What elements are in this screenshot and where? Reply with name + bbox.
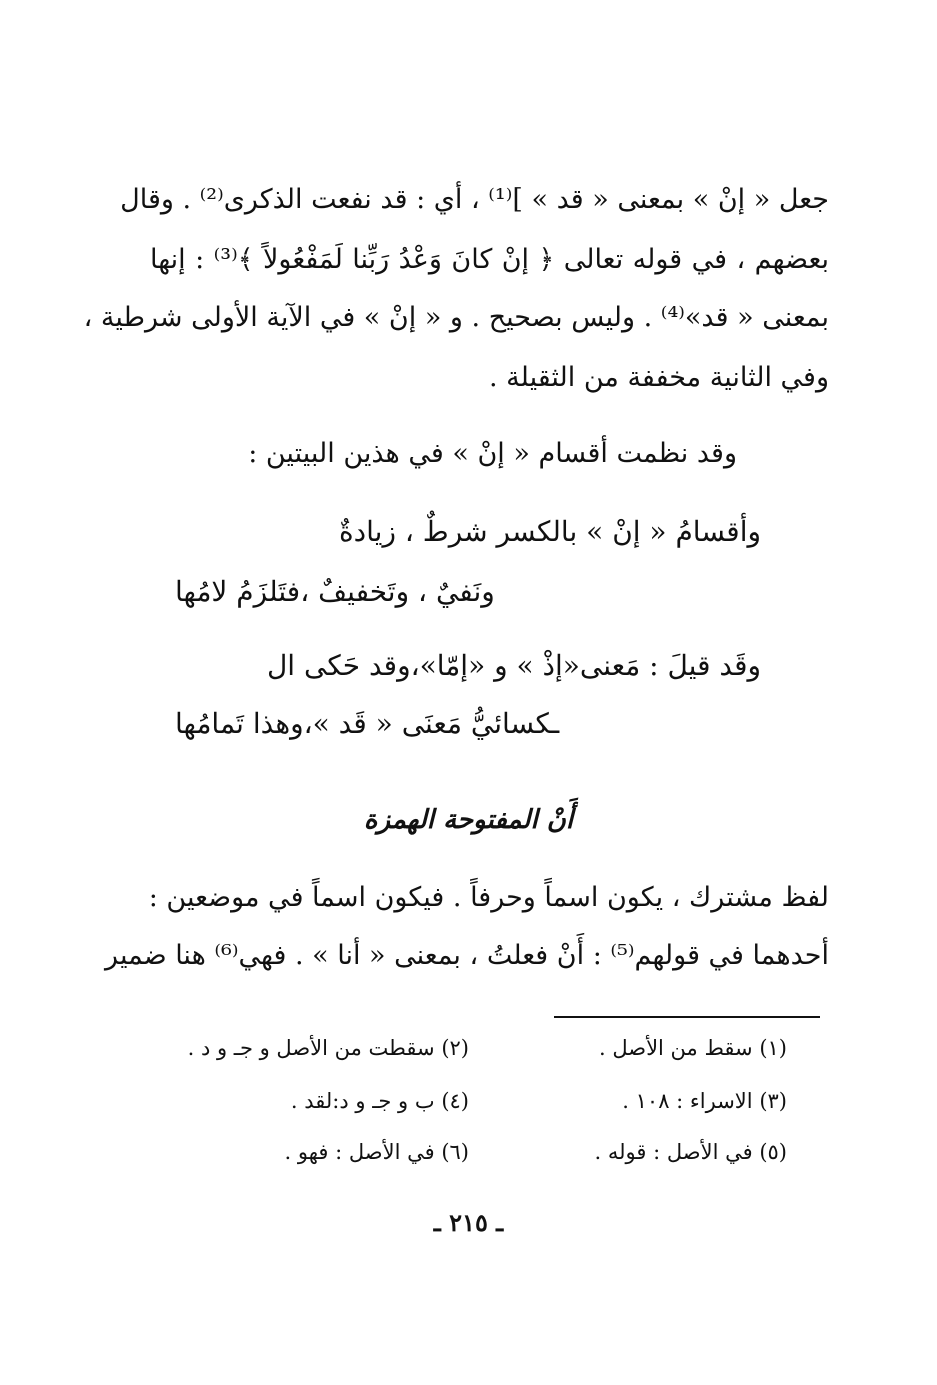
footnote-number: (٢) bbox=[441, 1036, 469, 1060]
footnote-number: (١) bbox=[759, 1036, 787, 1060]
footnote-2 bbox=[188, 1033, 469, 1063]
footnote-text: في الأصل : فهو . bbox=[284, 1140, 435, 1164]
paragraph1-line-1: جعل « إنْ » بمعنى « قد » ]⁽¹⁾ ، أي : قد نفعت الذكرى⁽²⁾ . وقال bbox=[120, 184, 829, 215]
footnote-text: سقط من الأصل . bbox=[598, 1036, 753, 1060]
footnote-text: ب و جـ و د:لقد . bbox=[290, 1089, 435, 1113]
verse-2-first-hemistich: وقَد قيلَ : مَعنى«إذْ » و «إمّا»،وقد حَكى ال bbox=[266, 649, 761, 682]
footnote-number: (٥) bbox=[759, 1140, 787, 1164]
footnote-number: (٣) bbox=[759, 1089, 787, 1113]
footnote-5 bbox=[595, 1137, 787, 1167]
verses-intro: وقد نظمت أقسام « إنْ » في هذين البيتين : bbox=[248, 438, 737, 469]
paragraph1-line-4: وفي الثانية مخففة من الثقيلة . bbox=[489, 362, 829, 393]
footnote-number: (٤) bbox=[441, 1089, 469, 1113]
paragraph2-line-1: لفظ مشترك ، يكون اسماً وحرفاً . فيكون اسماً في موضعين : bbox=[148, 882, 829, 913]
page-number: ـ ٢١٥ ـ bbox=[433, 1208, 504, 1237]
paragraph1-line-2: بعضهم ، في قوله تعالى ﴿ إنْ كانَ وَعْدُ رَبِّنا لَمَفْعُولاً ﴾⁽³⁾ : إنها bbox=[150, 244, 829, 275]
footnote-text: في الأصل : قوله . bbox=[594, 1140, 753, 1164]
footnote-number: (٦) bbox=[441, 1140, 469, 1164]
paragraph1-line-3: بمعنى « قد»⁽⁴⁾ . وليس بصحيح . و « إنْ » في الآية الأولى شرطية ، bbox=[83, 302, 829, 333]
verse-1-first-hemistich: وأقسامُ « إنْ » بالكسر شرطٌ ، زيادةٌ bbox=[338, 515, 761, 548]
paragraph2-line-2: أحدهما في قولهم⁽⁵⁾ : أَنْ فعلتُ ، بمعنى « أنا » . فهي⁽⁶⁾ هنا ضمير bbox=[105, 940, 829, 971]
verse-2-second-hemistich: ـكسائيُّ مَعنَى « قَد »،وهذا تَمامُها bbox=[175, 707, 560, 740]
footnote-text: الاسراء : ١٠٨ . bbox=[622, 1089, 753, 1113]
section-heading: أَنْ المفتوحة الهمزة bbox=[363, 805, 574, 835]
footnote-4 bbox=[291, 1086, 469, 1116]
footnote-text: سقطت من الأصل و جـ و د . bbox=[187, 1036, 435, 1060]
verse-1-second-hemistich: ونَفيٌ ، وتَخفيفٌ ،فتَلزَمُ لامُها bbox=[175, 575, 495, 608]
footnote-1 bbox=[599, 1033, 787, 1063]
footnote-divider bbox=[554, 1016, 820, 1018]
footnote-3 bbox=[622, 1086, 787, 1116]
footnote-6 bbox=[285, 1137, 469, 1167]
